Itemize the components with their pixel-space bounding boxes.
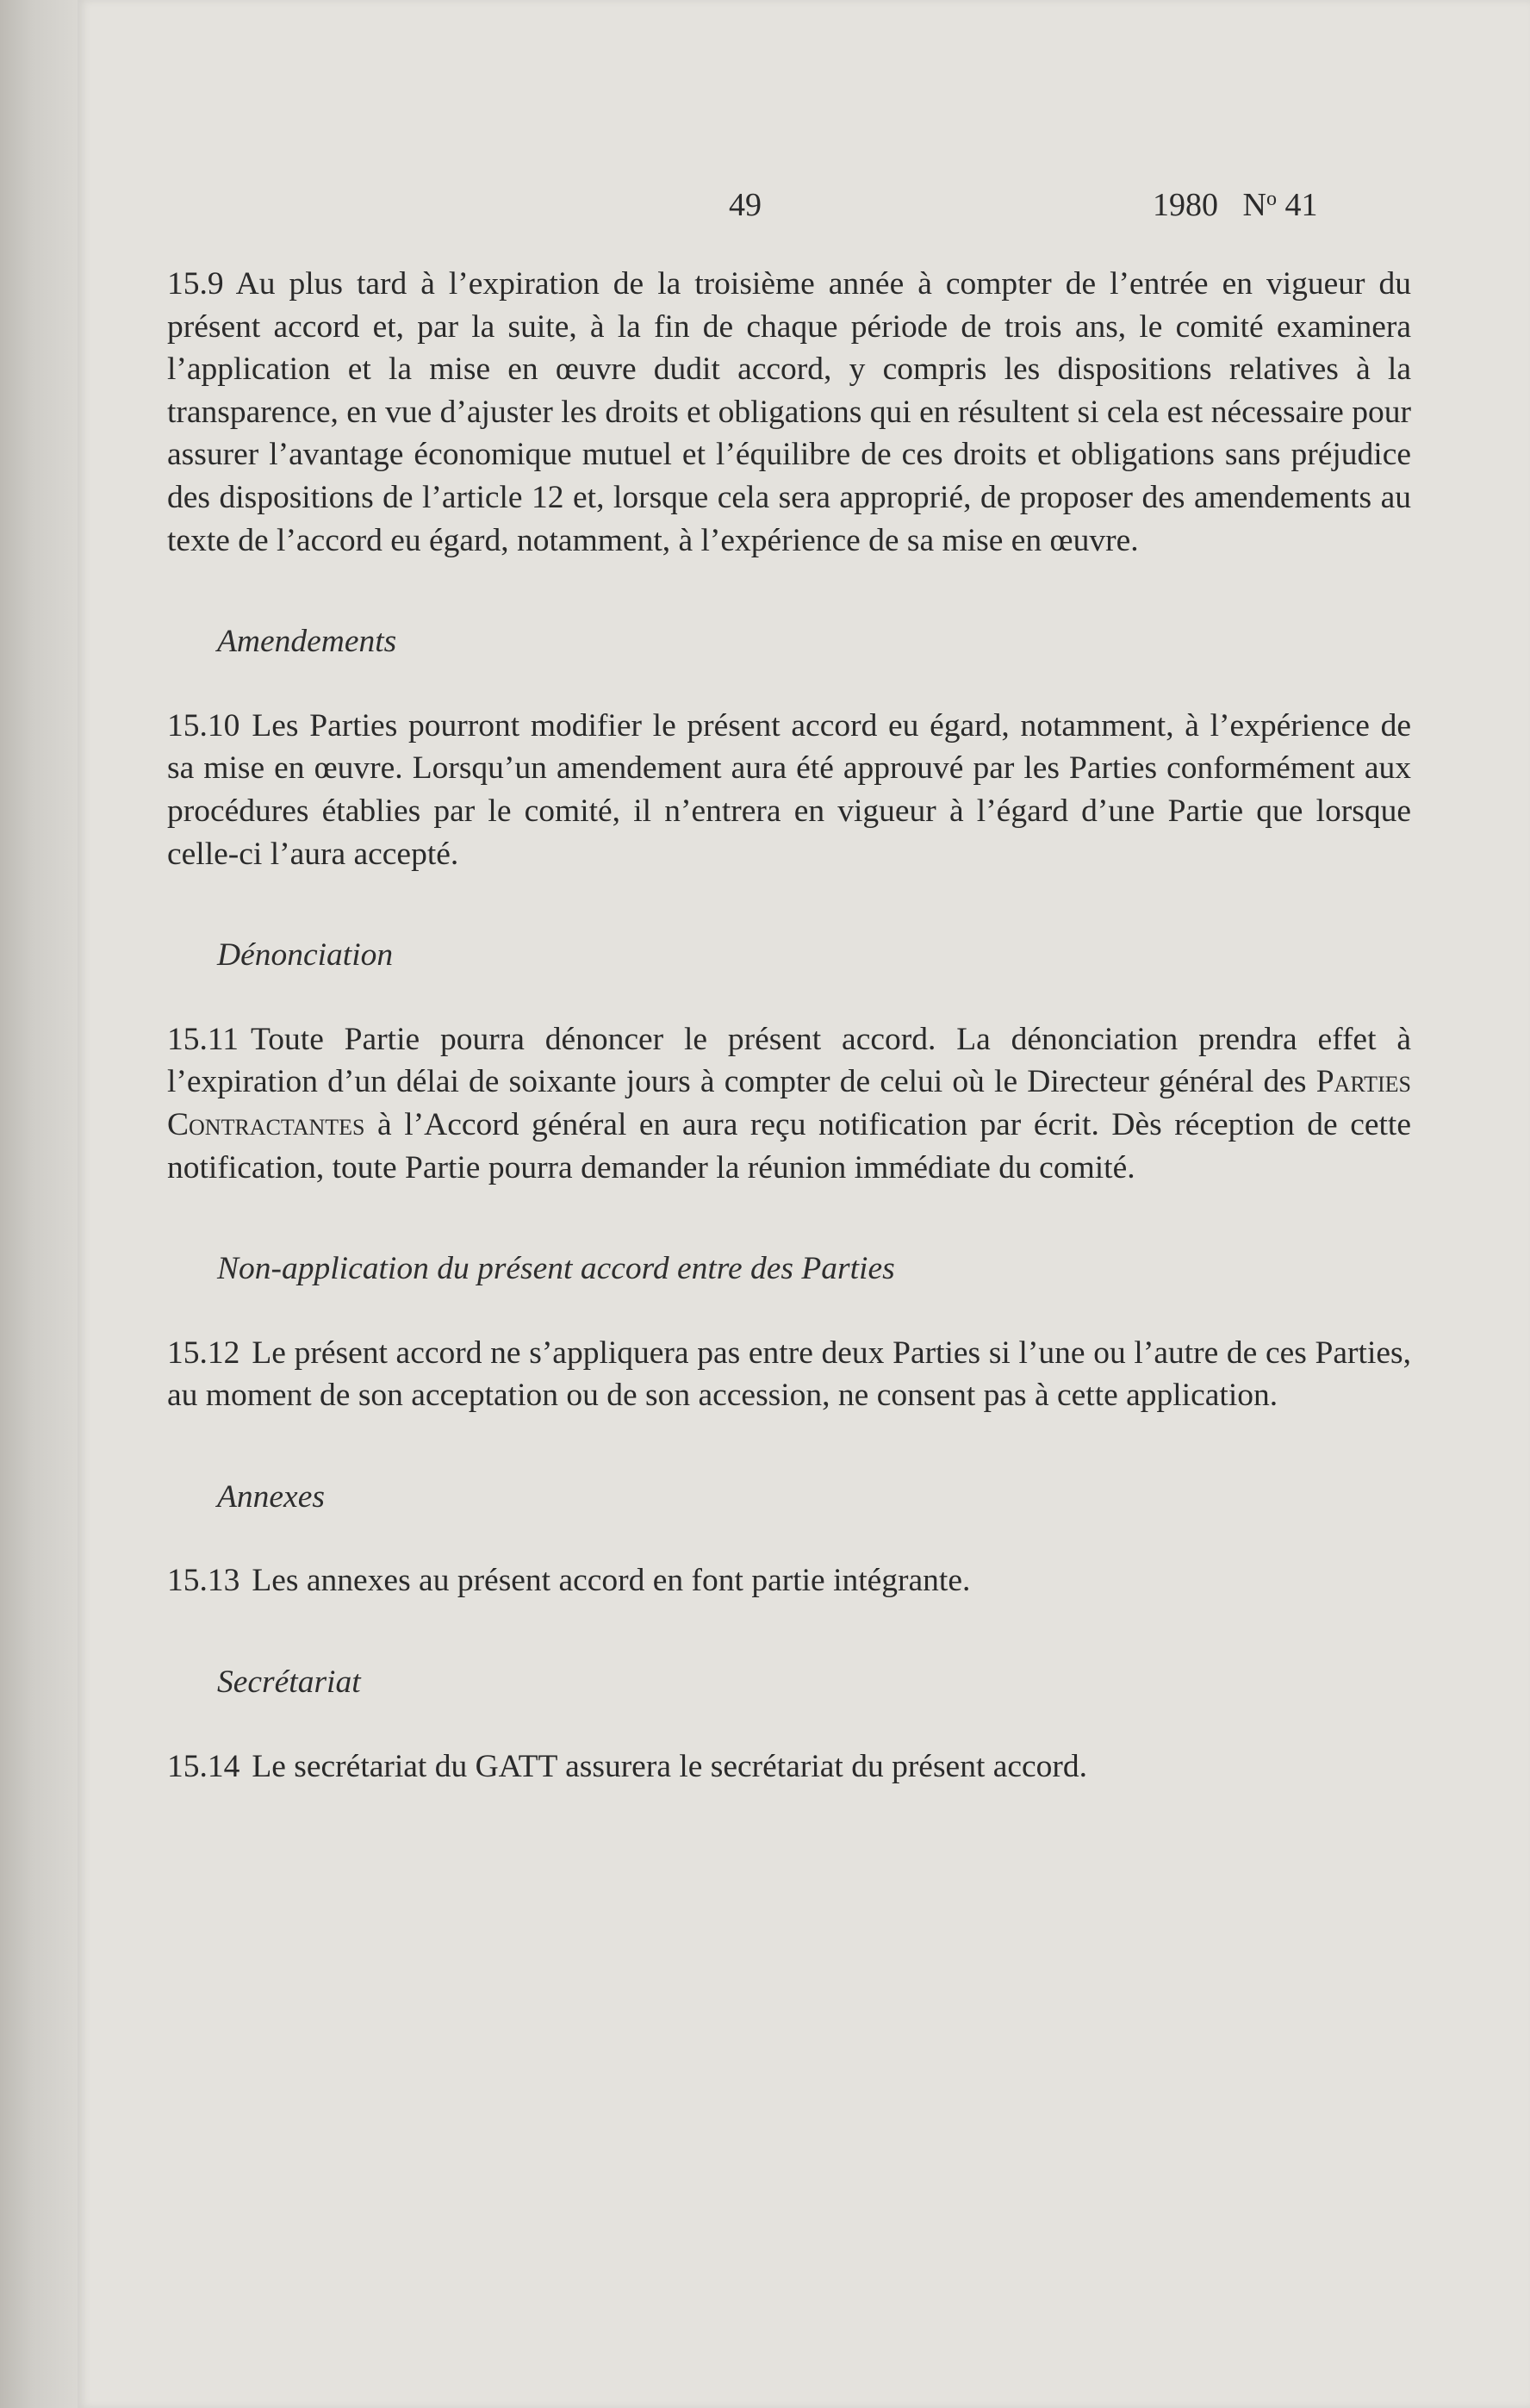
paragraph-text: Les Parties pourront modifier le présent accord eu égard, notamment, à l’expérience de sa mise en œuvre. Lorsqu’un amendement aura été approuvé par les Parties conformément aux procédures établies par le comité, il n’entrera en vigueur à l’égard d’une Partie que lorsque celle-ci l’aura accepté. bbox=[167, 707, 1411, 872]
paragraph-number: 15.9 bbox=[167, 266, 224, 302]
paragraph-text-part-1: Toute Partie pourra dénoncer le présent accord. La dénonciation prendra effet à l’expiration d’un délai de soixante jours à compter de celui où le Directeur général des bbox=[167, 1021, 1411, 1100]
parties-contractantes-smallcaps: Parties Contractantes bbox=[167, 1064, 1411, 1142]
section-heading-secretariat: Secrétariat bbox=[217, 1664, 361, 1701]
paragraph-15-9 bbox=[167, 263, 1411, 562]
paragraph-text: Au plus tard à l’expiration de la troisième année à compter de l’entrée en vigueur du présent accord et, par la suite, à la fin de chaque période de trois ans, le comité examinera l’application et la mise en œuvre dudit accord, y compris les dispositions relatives à la transparence, en vue d’ajuster les droits et obligations qui en résultent si cela est nécessaire pour assurer l’avantage économique mutuel et l’équilibre de ces droits et obligations sans préjudice des dispositions de l’article 12 et, lorsque cela sera approprié, de proposer des amendements au texte de l’accord eu égard, notamment, à l’expérience de sa mise en œuvre. bbox=[167, 266, 1411, 558]
page-header bbox=[78, 186, 1530, 229]
paragraph-number: 15.12 bbox=[167, 1335, 240, 1371]
document-year: 1980 bbox=[1153, 187, 1218, 223]
paragraph-text: Les annexes au présent accord en font partie intégrante. bbox=[252, 1563, 971, 1599]
section-heading-amendements: Amendements bbox=[217, 624, 397, 660]
paragraph-number: 15.13 bbox=[167, 1563, 240, 1599]
document-page bbox=[78, 0, 1530, 2408]
paragraph-text: Le secrétariat du GATT assurera le secrétariat du présent accord. bbox=[252, 1748, 1088, 1784]
paragraph-15-12 bbox=[167, 1332, 1411, 1417]
section-heading-non-application: Non-application du présent accord entre des Parties bbox=[217, 1251, 895, 1287]
document-number-superscript: o bbox=[1266, 188, 1277, 210]
section-heading-annexes: Annexes bbox=[217, 1478, 325, 1515]
page-number: 49 bbox=[729, 187, 762, 223]
paragraph-text: Le présent accord ne s’appliquera pas entre deux Parties si l’une ou l’autre de ces Parties, au moment de son acceptation ou de son accession, ne consent pas à cette application. bbox=[167, 1335, 1411, 1414]
paragraph-text-part-2: à l’Accord général en aura reçu notification par écrit. Dès réception de cette notification, toute Partie pourra demander la réunion immédiate du comité. bbox=[167, 1106, 1411, 1185]
paragraph-15-11 bbox=[167, 1018, 1411, 1189]
paragraph-number: 15.14 bbox=[167, 1748, 240, 1784]
paragraph-number: 15.11 bbox=[167, 1021, 239, 1057]
paragraph-number: 15.10 bbox=[167, 707, 240, 744]
paragraph-15-13 bbox=[167, 1559, 1411, 1602]
document-number-prefix: N bbox=[1242, 187, 1266, 223]
document-number: 41 bbox=[1284, 187, 1318, 223]
paragraph-15-14 bbox=[167, 1745, 1411, 1789]
document-reference bbox=[1153, 186, 1317, 224]
page-content bbox=[167, 263, 1411, 1788]
section-heading-denonciation: Dénonciation bbox=[217, 937, 394, 974]
paragraph-15-10 bbox=[167, 705, 1411, 875]
